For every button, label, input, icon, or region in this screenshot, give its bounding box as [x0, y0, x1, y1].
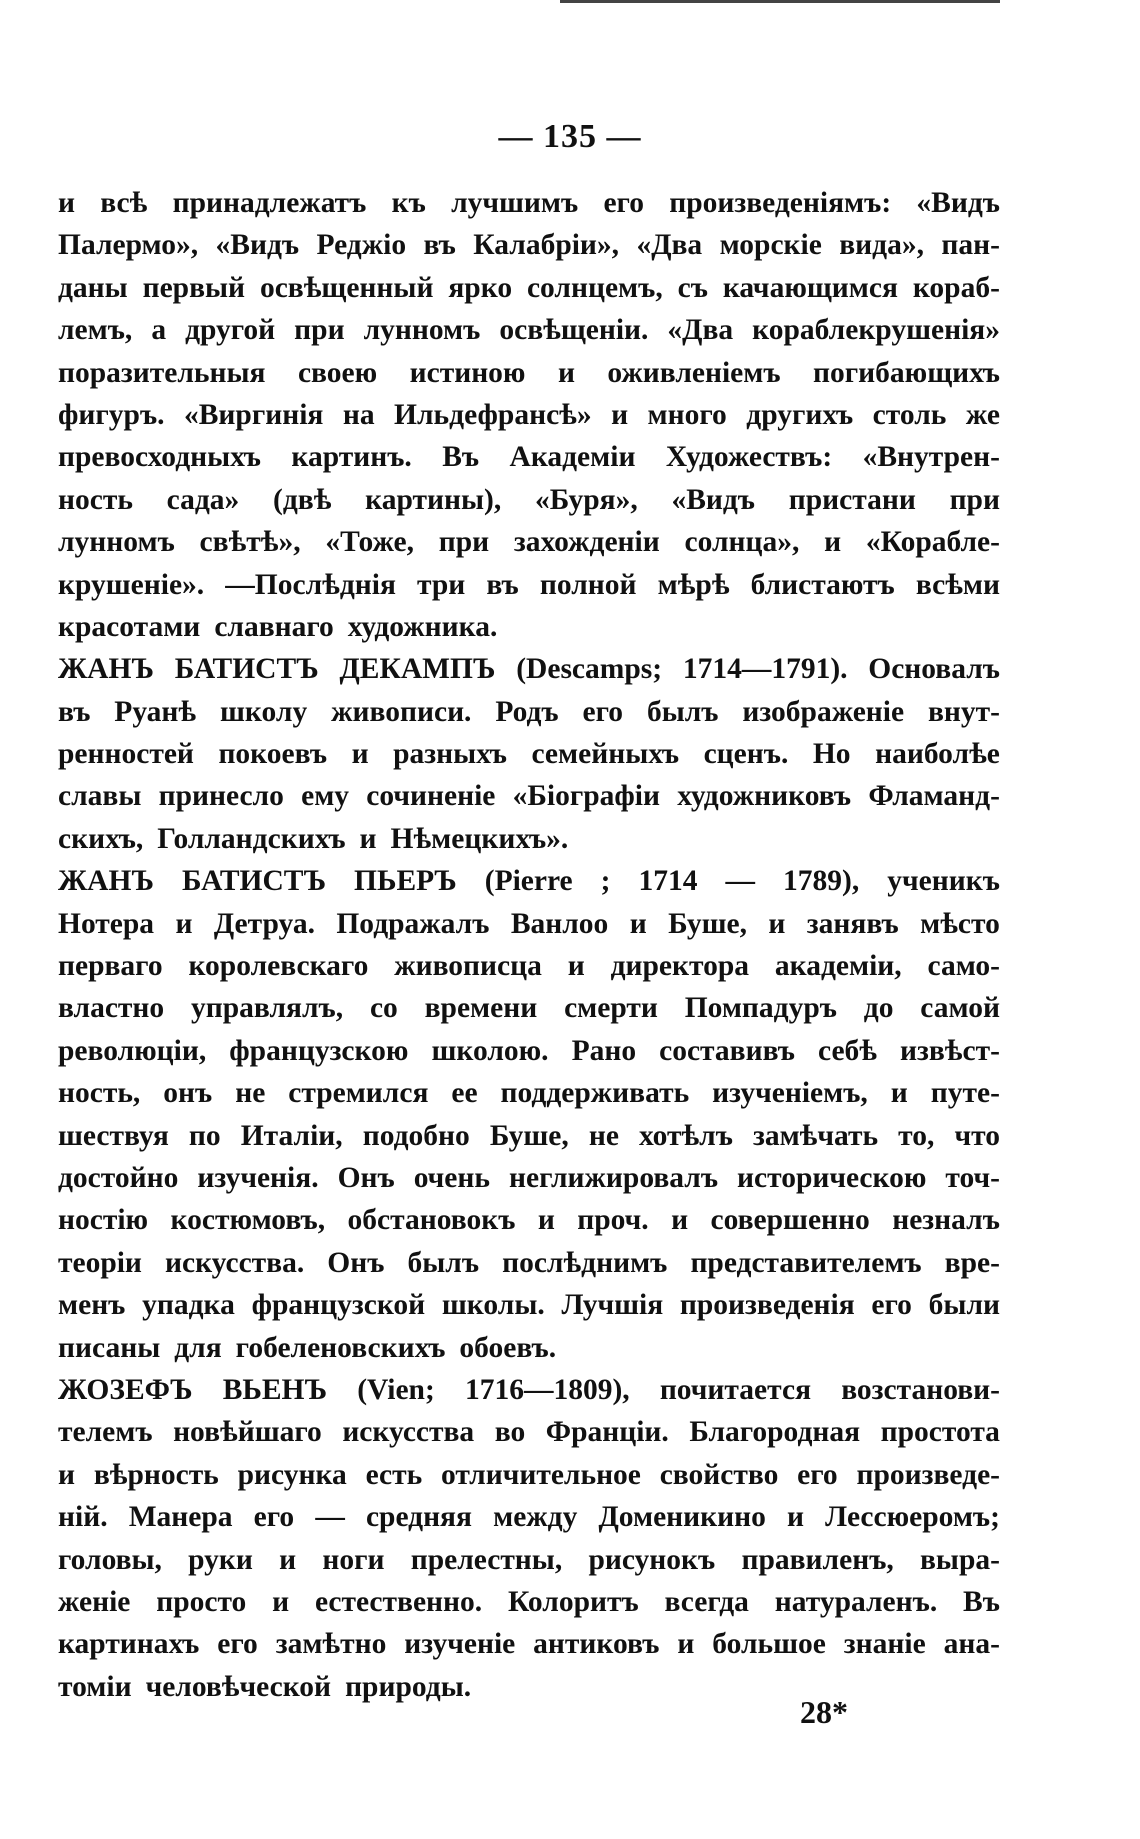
text-line: ЖАНЪ БАТИСТЪ ПЬЕРЪ (Pierre ; 1714 — 1789), ученикъ	[58, 865, 1000, 898]
text-line: ЖАНЪ БАТИСТЪ ДЕКАМПЪ (Descamps; 1714—1791). Основалъ	[58, 653, 1000, 686]
text-line: ность, онъ не стремился ее поддерживать изученіемъ, и путе-	[58, 1077, 1000, 1110]
text-line: писаны для гобеленовскихъ обоевъ.	[58, 1331, 557, 1364]
text-line: менъ упадка французской школы. Лучшія произведенія его были	[58, 1289, 1000, 1322]
body-text	[58, 182, 1000, 1708]
text-line: славы принесло ему сочиненіе «Біографіи художниковъ Фламанд-	[58, 780, 1000, 813]
text-line: перваго королевскаго живописца и директора академіи, само-	[58, 950, 1000, 983]
text-line: фигуръ. «Виргинія на Ильдефрансѣ» и много другихъ столь же	[58, 398, 1000, 431]
text-line: красотами славнаго художника.	[58, 610, 498, 643]
text-line: головы, руки и ноги прелестны, рисунокъ правиленъ, выра-	[58, 1543, 1000, 1576]
text-line: и вѣрность рисунка есть отличительное свойство его произведе-	[58, 1458, 1000, 1491]
text-line: ностію костюмовъ, обстановокъ и проч. и совершенно незналъ	[58, 1204, 1000, 1237]
signature-mark: 28*	[800, 1694, 848, 1730]
top-rule	[560, 0, 1000, 3]
text-line: крушеніе». —Послѣднія три въ полной мѣрѣ блистаютъ всѣми	[58, 568, 1000, 601]
text-line: ренностей покоевъ и разныхъ семейныхъ сценъ. Но наиболѣе	[58, 738, 1000, 771]
text-line: властно управлялъ, со времени смерти Помпадуръ до самой	[58, 992, 1000, 1025]
text-line: лунномъ свѣтѣ», «Тоже, при захожденіи солнца», и «Корабле-	[58, 526, 1000, 559]
text-line: скихъ, Голландскихъ и Нѣмецкихъ».	[58, 822, 569, 855]
text-line: телемъ новѣйшаго искусства во Франціи. Благородная простота	[58, 1416, 1000, 1449]
text-line: даны первый освѣщенный ярко солнцемъ, съ качающимся кораб-	[58, 271, 1000, 304]
text-line: достойно изученія. Онъ очень неглижировалъ историческою точ-	[58, 1161, 1000, 1194]
text-line: Палермо», «Видъ Реджіо въ Калабріи», «Два морскіе вида», пан-	[58, 229, 1000, 262]
text-line: въ Руанѣ школу живописи. Родъ его былъ изображеніе внут-	[58, 695, 1000, 728]
text-line: картинахъ его замѣтно изученіе антиковъ и большое знаніе ана-	[58, 1628, 1000, 1661]
text-line: революціи, французскою школою. Рано составивъ себѣ извѣст-	[58, 1034, 1000, 1067]
text-line: и всѣ принадлежатъ къ лучшимъ его произведеніямъ: «Видъ	[58, 187, 1000, 219]
page-number: — 135 —	[498, 118, 642, 155]
text-line: превосходныхъ картинъ. Въ Академіи Художествъ: «Внутрен-	[58, 441, 1000, 474]
text-line: теоріи искусства. Онъ былъ послѣднимъ представителемъ вре-	[58, 1246, 1000, 1279]
text-line: томіи человѣческой природы.	[58, 1670, 472, 1703]
text-line: ЖОЗЕФЪ ВЬЕНЪ (Vien; 1716—1809), почитается возстанови-	[58, 1373, 1000, 1406]
text-line: лемъ, а другой при лунномъ освѣщеніи. «Два кораблекрушенія»	[58, 314, 1000, 347]
text-line: Нотера и Детруа. Подражалъ Ванлоо и Буше, и занявъ мѣсто	[58, 907, 1000, 940]
text-line: ній. Манера его — средняя между Доменикино и Лессюеромъ;	[58, 1501, 1000, 1534]
text-line: женіе просто и естественно. Колоритъ всегда натураленъ. Въ	[58, 1585, 1000, 1618]
text-line: поразительныя своею истиною и оживленіемъ погибающихъ	[58, 356, 1000, 389]
text-line: шествуя по Италіи, подобно Буше, не хотѣлъ замѣчать то, что	[58, 1119, 1000, 1152]
text-line: ность сада» (двѣ картины), «Буря», «Видъ пристани при	[58, 483, 1000, 516]
